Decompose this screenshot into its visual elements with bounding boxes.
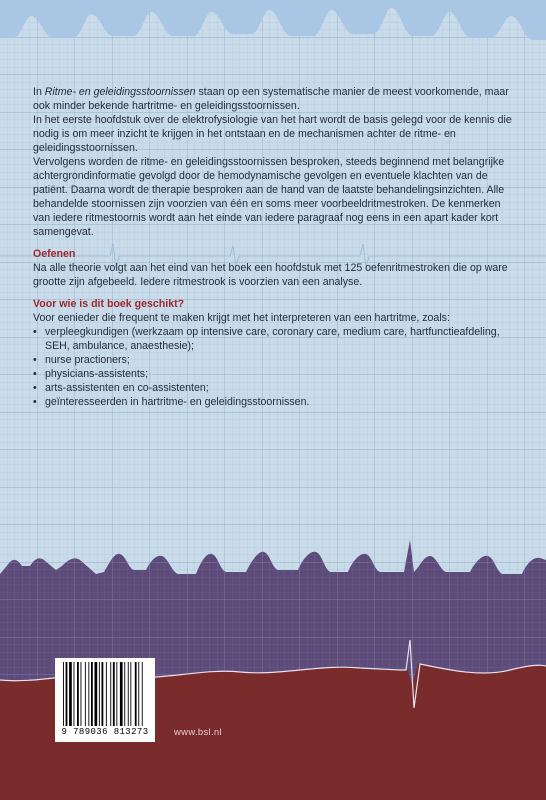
- barcode-bar: [128, 662, 129, 726]
- barcode-bars: [61, 662, 149, 726]
- barcode-bar: [77, 662, 79, 726]
- audience-item: • verpleegkundigen (werkzaam op intensive care, coronary care, medium care, hartfunctieafdeling, SEH, ambulance, anaesthesie);: [33, 325, 513, 353]
- publisher-website: www.bsl.nl: [174, 727, 222, 738]
- barcode-bar: [66, 662, 68, 726]
- barcode-bar: [110, 662, 111, 726]
- barcode: [55, 658, 155, 742]
- barcode-bar: [138, 662, 139, 726]
- audience-heading: Voor wie is dit boek geschikt?: [33, 298, 185, 310]
- intro-paragraph-1: [33, 85, 513, 113]
- barcode-bar: [81, 662, 82, 726]
- barcode-bar: [135, 662, 137, 726]
- barcode-bar: [142, 662, 143, 726]
- barcode-bar: [95, 662, 98, 726]
- oefenen-text: Na alle theorie volgt aan het eind van het boek een hoofdstuk met 125 oefenritmestroken die op ware grootte zijn afgebeeld. Iedere ritmestrook is voorzien van een analyse.: [33, 262, 508, 288]
- barcode-bar: [74, 662, 75, 726]
- barcode-bar: [130, 662, 131, 726]
- intro-paragraph-3: Vervolgens worden de ritme- en geleidingsstoornissen besproken, steeds beginnend met belangrijke achtergrondinformatie gevolgd door de hemodynamische gevolgen en eventuele klachten van de patiënt. Daarna wordt de therapie besproken aan de hand van de laatste behandelingsinzichten. Alle behandelde stoornissen zijn voorzien van één en soms meer voorbeeldritmestroken. De kenmerken van iedere ritmestoornis wordt aan het einde van iedere paragraaf nog eens in een apart kader kort samengevat.: [33, 156, 505, 238]
- barcode-bar: [113, 662, 115, 726]
- audience-intro: Voor eenieder die frequent te maken krijgt met het interpreteren van een hartritme, zoals:: [33, 312, 450, 324]
- audience-list: [33, 325, 513, 409]
- barcode-bar: [116, 662, 117, 726]
- back-cover-text: [33, 85, 513, 409]
- intro-paragraph-2: In het eerste hoofdstuk over de elektrofysiologie van het hart wordt de basis gelegd voor de kennis die nodig is om meer inzicht te krijgen in het ontstaan en de mechanismen achter de ritme- en geleidingsstoornissen.: [33, 114, 512, 154]
- audience-item: • nurse practioners;: [33, 353, 513, 367]
- book-title-emphasis: Ritme- en geleidingsstoornissen: [44, 86, 196, 98]
- barcode-bar: [106, 662, 107, 726]
- barcode-bar: [99, 662, 100, 726]
- barcode-bar: [69, 662, 72, 726]
- audience-item: • geïnteresseerden in hartritme- en geleidingsstoornissen.: [33, 395, 513, 409]
- barcode-bar: [63, 662, 64, 726]
- oefenen-heading: Oefenen: [33, 248, 76, 260]
- barcode-bar: [102, 662, 104, 726]
- barcode-bar: [120, 662, 123, 726]
- barcode-bar: [88, 662, 89, 726]
- audience-item: • physicians-assistents;: [33, 367, 513, 381]
- barcode-number: 9 789036 813273: [61, 727, 149, 737]
- barcode-bar: [124, 662, 125, 726]
- intro-prefix: In: [33, 86, 45, 98]
- barcode-bar: [85, 662, 86, 726]
- barcode-bar: [91, 662, 93, 726]
- intro-suffix: staan op een systematische manier de meest voorkomende, maar ook minder bekende hartritme- en geleidingsstoornissen.: [33, 86, 509, 112]
- audience-item: • arts-assistenten en co-assistenten;: [33, 381, 513, 395]
